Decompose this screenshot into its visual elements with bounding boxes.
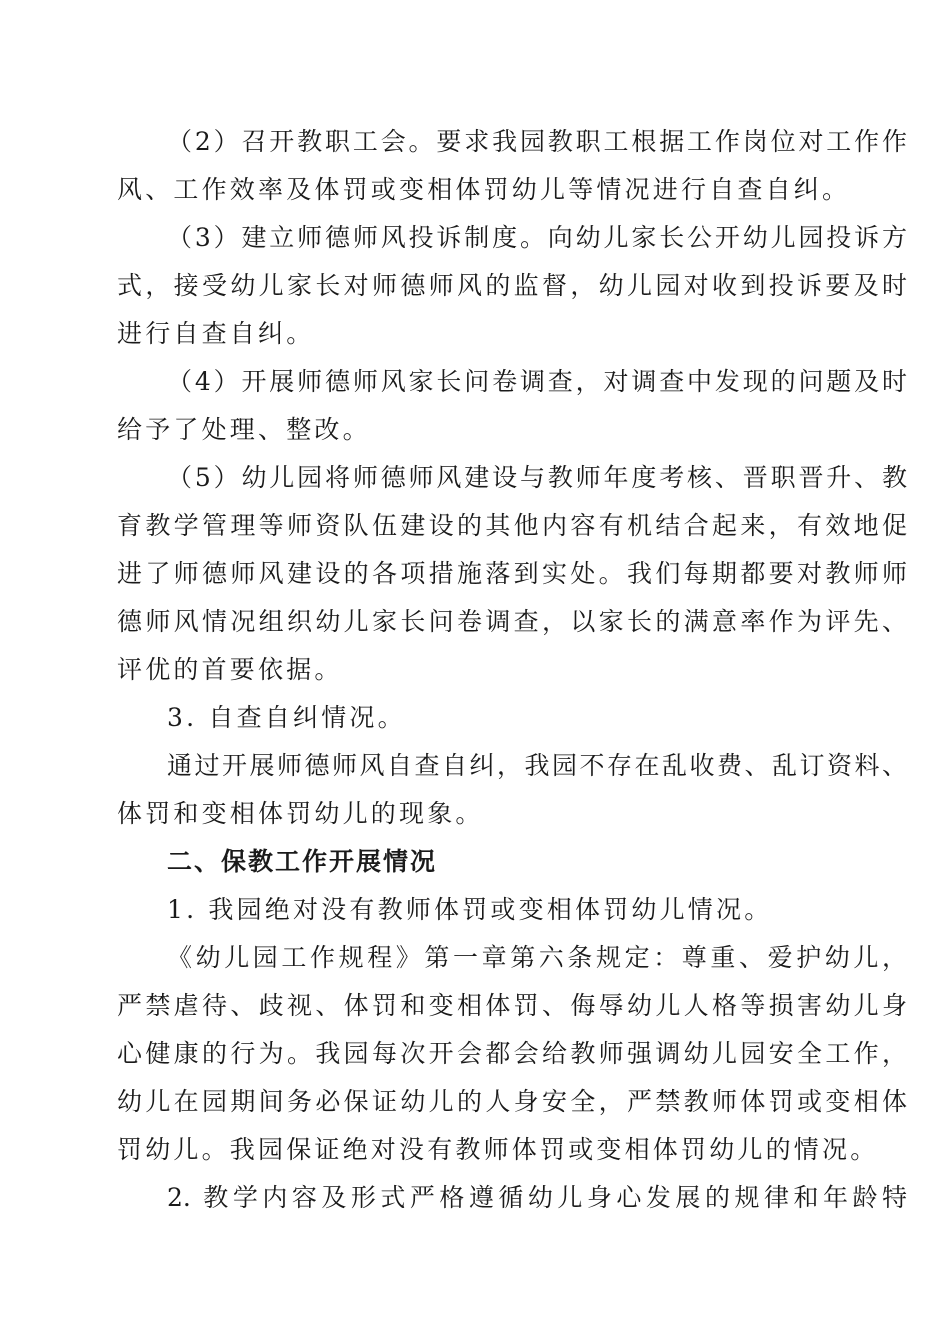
subsection-title: 3. 自查自纠情况。 bbox=[167, 703, 406, 732]
subsection-title: 1. 我园绝对没有教师体罚或变相体罚幼儿情况。 bbox=[167, 895, 773, 924]
paragraph-line: （4）开展师德师风家长问卷调查，对调查中发现的问题及时 bbox=[167, 367, 907, 396]
paragraph-line: 罚幼儿。我园保证绝对没有教师体罚或变相体罚幼儿的情况。 bbox=[117, 1135, 879, 1164]
paragraph-line: 进行自查自纠。 bbox=[117, 319, 315, 348]
paragraph-line: 进了师德师风建设的各项措施落到实处。我们每期都要对教师师 bbox=[117, 559, 907, 588]
paragraph-line: （3）建立师德师风投诉制度。向幼儿家长公开幼儿园投诉方 bbox=[167, 223, 907, 252]
paragraph-line: 幼儿在园期间务必保证幼儿的人身安全，严禁教师体罚或变相体 bbox=[117, 1087, 907, 1116]
paragraph-line: 《幼儿园工作规程》第一章第六条规定：尊重、爱护幼儿， bbox=[167, 943, 907, 972]
paragraph-line: 风、工作效率及体罚或变相体罚幼儿等情况进行自查自纠。 bbox=[117, 175, 851, 204]
paragraph-line: （2）召开教职工会。要求我园教职工根据工作岗位对工作作 bbox=[167, 127, 907, 156]
paragraph-line: 育教学管理等师资队伍建设的其他内容有机结合起来，有效地促 bbox=[117, 511, 907, 540]
paragraph-line: 心健康的行为。我园每次开会都会给教师强调幼儿园安全工作， bbox=[117, 1039, 907, 1068]
paragraph-line: 式，接受幼儿家长对师德师风的监督，幼儿园对收到投诉要及时 bbox=[117, 271, 907, 300]
paragraph-line: 通过开展师德师风自查自纠，我园不存在乱收费、乱订资料、 bbox=[167, 751, 907, 780]
section-heading: 二、保教工作开展情况 bbox=[167, 847, 438, 876]
paragraph-line: 给予了处理、整改。 bbox=[117, 415, 371, 444]
paragraph-line: 严禁虐待、歧视、体罚和变相体罚、侮辱幼儿人格等损害幼儿身 bbox=[117, 991, 907, 1020]
paragraph-line: 德师风情况组织幼儿家长问卷调查，以家长的满意率作为评先、 bbox=[117, 607, 907, 636]
paragraph-line: 体罚和变相体罚幼儿的现象。 bbox=[117, 799, 484, 828]
paragraph-line: （5）幼儿园将师德师风建设与教师年度考核、晋职晋升、教 bbox=[167, 463, 907, 492]
paragraph-line: 评优的首要依据。 bbox=[117, 655, 343, 684]
paragraph-line: 2. 教学内容及形式严格遵循幼儿身心发展的规律和年龄特 bbox=[167, 1183, 907, 1212]
